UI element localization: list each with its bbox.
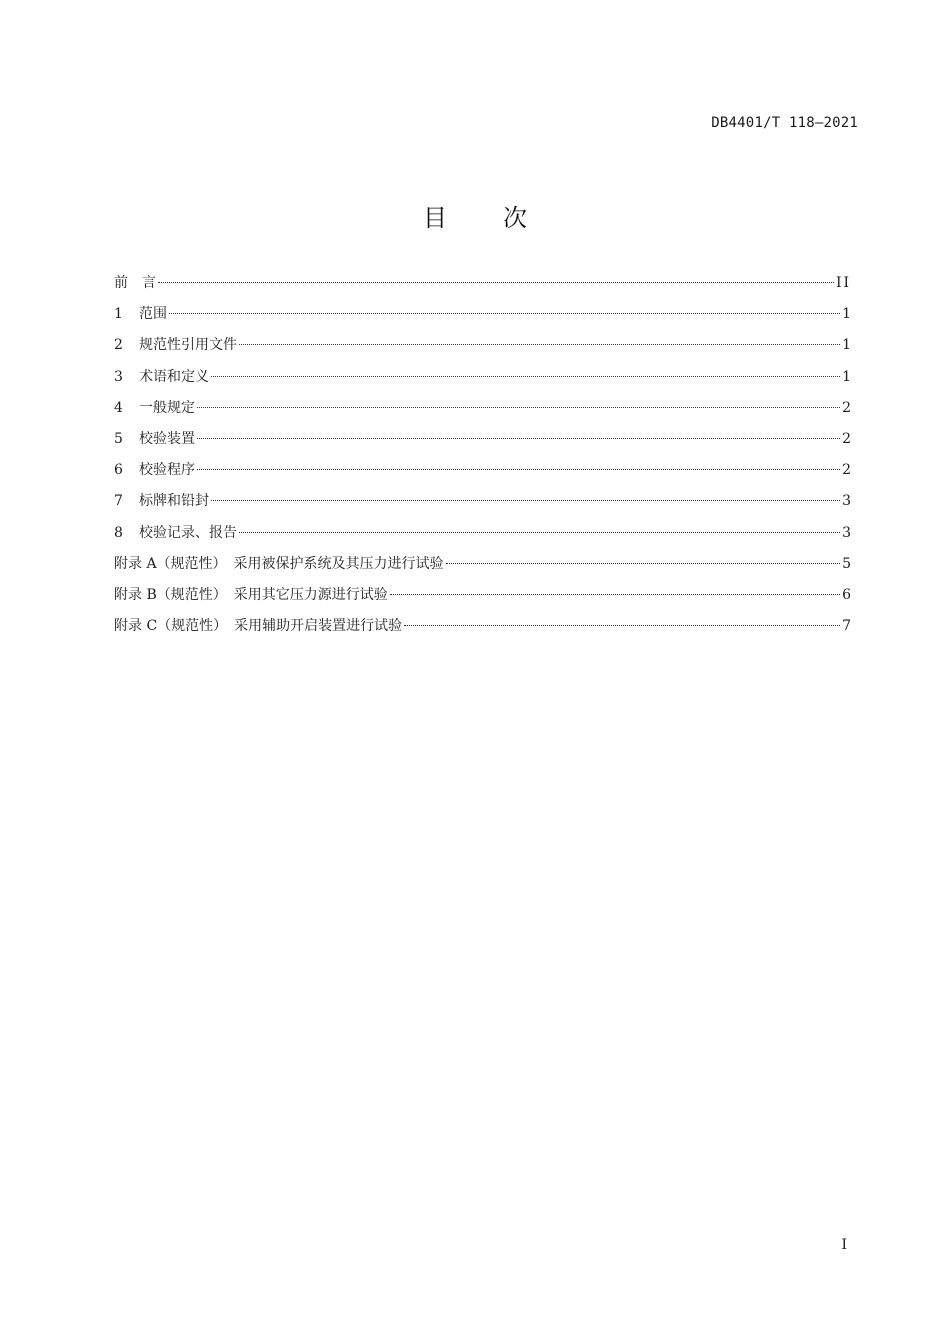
toc-entry-text: 标牌和铅封: [139, 493, 209, 510]
toc-entry-text: 规范性引用文件: [139, 337, 237, 354]
toc-entry-text: 范围: [139, 306, 167, 323]
toc-entry-8[interactable]: [114, 518, 851, 549]
toc-entry-text: 校验装置: [139, 430, 195, 447]
toc-entry-text: 校验程序: [139, 462, 195, 479]
page-number: I: [841, 1237, 847, 1253]
toc-entry-4[interactable]: [114, 393, 851, 424]
toc-entry-number: 7: [114, 493, 123, 510]
toc-entry-page: 3: [842, 493, 851, 510]
toc-entry-text: 附录 B（规范性） 采用其它压力源进行试验: [114, 586, 388, 603]
toc-entry-page: 2: [842, 462, 851, 479]
toc-entry-number: 1: [114, 306, 123, 323]
toc-entry-page: 5: [842, 555, 851, 572]
toc-leader-dots: [197, 407, 840, 408]
toc-entry-1[interactable]: [114, 299, 851, 330]
toc-entry-page: 2: [842, 399, 851, 416]
toc-entry-number: 8: [114, 524, 123, 541]
toc-entry-2[interactable]: [114, 330, 851, 361]
toc-entry-number: 6: [114, 462, 123, 479]
page-title: 目次: [423, 204, 583, 232]
toc-entry-page: 7: [842, 618, 851, 635]
toc-entry-number: 2: [114, 337, 123, 354]
toc-leader-dots: [169, 313, 840, 314]
toc-entry-text: 附录 A（规范性） 采用被保护系统及其压力进行试验: [114, 555, 444, 572]
toc-leader-dots: [239, 344, 840, 345]
toc-entry-number: 5: [114, 430, 123, 447]
toc-entry-page: 1: [842, 337, 851, 354]
toc-leader-dots: [158, 282, 834, 283]
toc-leader-dots: [197, 469, 840, 470]
toc-leader-dots: [211, 500, 840, 501]
toc-leader-dots: [446, 563, 841, 564]
toc-entry-page: 3: [842, 524, 851, 541]
toc-entry-text: 一般规定: [139, 399, 195, 416]
toc-leader-dots: [239, 532, 840, 533]
toc-entry-foreword[interactable]: [114, 268, 851, 299]
toc-entry-number: 3: [114, 368, 123, 385]
toc-entry-appendix-c[interactable]: [114, 611, 851, 642]
toc-entry-page: 2: [842, 430, 851, 447]
toc-entry-page: 6: [842, 586, 851, 603]
toc-entry-text: 校验记录、报告: [139, 524, 237, 541]
toc-entry-7[interactable]: [114, 486, 851, 517]
toc-leader-dots: [197, 438, 840, 439]
toc-entry-page: 1: [842, 306, 851, 323]
toc-entry-6[interactable]: [114, 455, 851, 486]
toc-entry-text: 前 言: [114, 275, 156, 291]
toc-leader-dots: [211, 376, 840, 377]
toc-leader-dots: [404, 625, 840, 626]
table-of-contents: [114, 268, 851, 642]
toc-entry-appendix-a[interactable]: [114, 549, 851, 580]
toc-entry-number: 4: [114, 399, 123, 416]
toc-entry-page: 1: [842, 368, 851, 385]
toc-entry-text: 附录 C（规范性） 采用辅助开启装置进行试验: [114, 618, 403, 635]
toc-leader-dots: [390, 594, 840, 595]
standard-code: DB4401/T 118—2021: [711, 115, 858, 131]
toc-entry-text: 术语和定义: [139, 368, 209, 385]
toc-entry-appendix-b[interactable]: [114, 580, 851, 611]
toc-entry-page: II: [835, 275, 851, 291]
toc-entry-5[interactable]: [114, 424, 851, 455]
toc-entry-3[interactable]: [114, 362, 851, 393]
